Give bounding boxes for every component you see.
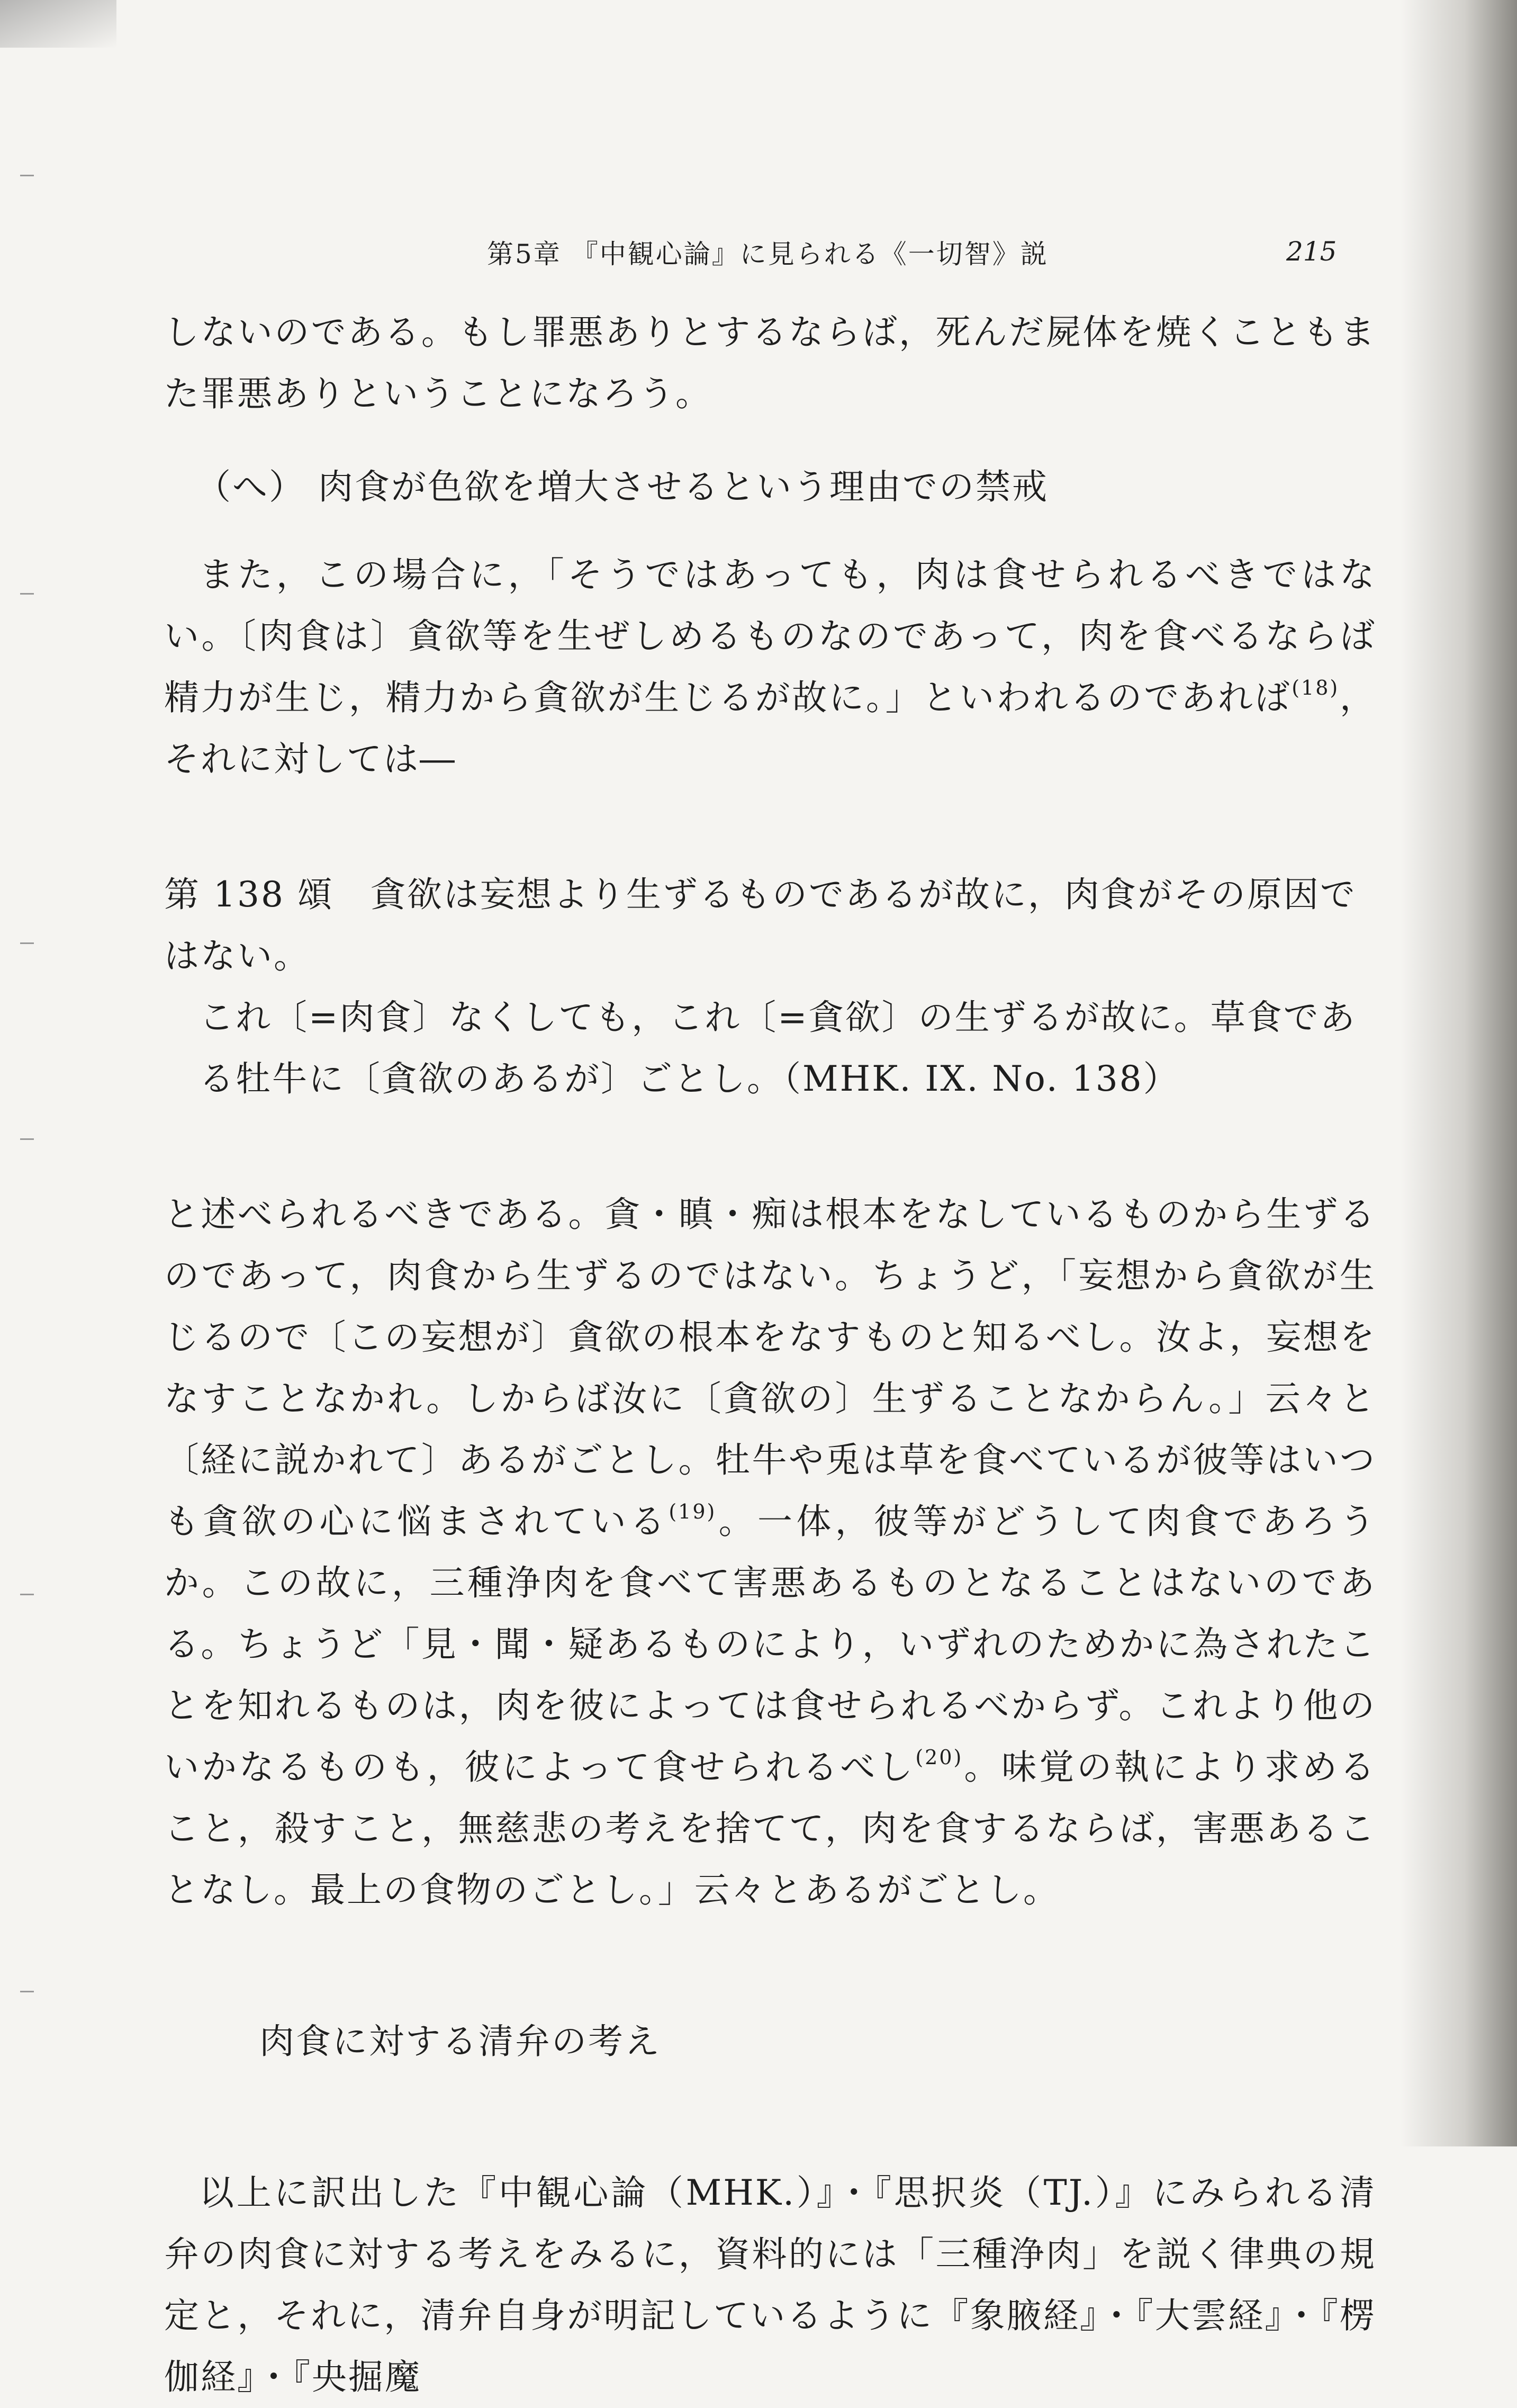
paragraph-3 [164,1184,1376,1921]
paragraph-4: 以上に訳出した『中観心論（MHK.）』・『思択炎（TJ.）』にみられる清弁の肉食に対する考えをみるに，資料的には「三種浄肉」を説く律典の規定と，それに，清弁自身が明記しているように『象腋経』・『大雲経』・『楞伽経』・『央掘魔 [164,2172,1376,2397]
running-head: 第5章 『中観心論』に見られる《一切智》説 [487,239,1049,269]
verse-continuation: これ〔=肉食〕なくしても，これ〔=貪欲〕の生ずるが故に。草食である牡牛に〔貪欲のあるが〕ごとし。（MHK. IX. No. 138） [199,997,1357,1099]
margin-mark [20,175,34,176]
page-body [164,302,1376,2408]
margin-mark [20,1594,34,1595]
paragraph-3-part-c: 。味覚の執により求めること，殺すこと，無慈悲の考えを捨てて，肉を食するならば，害悪あることなし。最上の食物のごとし。」云々とあるがごとし。 [164,1747,1377,1910]
scan-edge-shadow [1401,0,1517,2146]
paragraph-2 [164,544,1376,790]
paragraph-3-part-b: 。一体，彼等がどうして肉食であろうか。この故に，三種浄肉を食べて害悪あるものとなることはないのである。ちょうど「見・聞・疑あるものにより，いずれのためかに為されたことを知れるものは，肉を彼によっては食せられるべからず。これより他のいかなるものも，彼によって食せられるべし [164,1501,1377,1787]
margin-mark [20,1991,34,1992]
subsection-heading: 肉食に対する清弁の考え [259,2021,661,2062]
footnote-ref: (18) [1292,676,1340,699]
verse-block [164,864,1376,1110]
paragraph-1: しないのである。もし罪悪ありとするならば，死んだ屍体を焼くこともまた罪悪ありということになろう。 [164,312,1376,414]
paragraph-3-part-a: と述べられるべきである。貪・瞋・痴は根本をなしているものから生ずるのであって，肉食から生ずるのではない。ちょうど，「妄想から貪欲が生じるので〔この妄想が〕貪欲の根本をなすものと知るべし。汝よ，妄想をなすことなかれ。しからば汝に〔貪欲の〕生ずることなからん。」云々と〔経に説かれて〕あるがごとし。牡牛や兎は草を食べているが彼等はいつも貪欲の心に悩まされている [164,1194,1376,1542]
margin-mark [20,942,34,944]
paragraph-2-text: また，この場合に，「そうではあっても，肉は食せられるべきではない。〔肉食は〕貪欲等を生ぜしめるものなのであって，肉を食べるならば精力が生じ，精力から貪欲が生じるが故に。」といわれるのであれば [164,554,1376,718]
footnote-ref: (19) [669,1500,717,1523]
paragraph-2-tail: ，それに対しては― [164,677,1377,779]
footnote-ref: (20) [915,1746,963,1769]
page-number: 215 [1286,236,1337,267]
margin-mark [20,593,34,595]
scan-corner-shadow [0,0,116,48]
page-header [0,233,1517,270]
verse-first-line: 第 138 頌 貪欲は妄想より生ずるものであるが故に，肉食がその原因ではない。 [164,874,1357,976]
margin-mark [20,1138,34,1140]
section-heading: （へ） 肉食が色欲を増大させるという理由での禁戒 [196,466,1049,507]
